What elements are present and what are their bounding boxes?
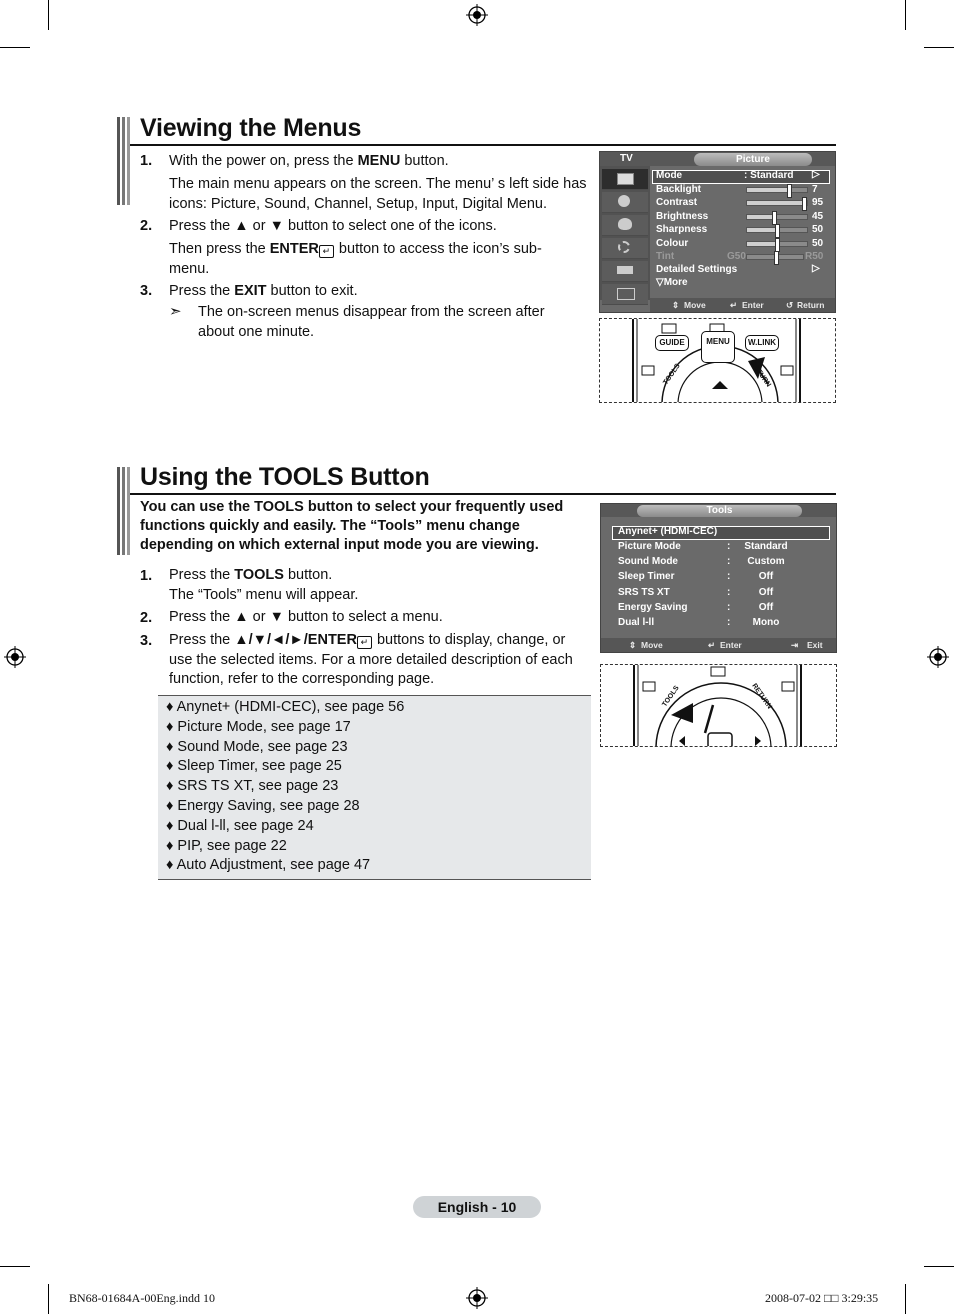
setting-slider[interactable] [746, 200, 808, 206]
tools-item-separator: : [727, 556, 731, 568]
arrow-right-icon: ▷ [812, 263, 820, 274]
crop-mark [48, 0, 49, 30]
mode-value: : Standard [744, 170, 794, 181]
tools-label: TOOLS [662, 362, 682, 387]
tools-label: TOOLS [661, 684, 681, 709]
input-icon[interactable] [602, 261, 648, 282]
setting-slider[interactable] [746, 241, 808, 247]
slider-knob[interactable] [772, 211, 777, 225]
highlight-label: Anynet+ (HDMI-CEC) [618, 526, 718, 537]
digital-menu-icon[interactable] [602, 284, 648, 305]
page-number-badge: English - 10 [413, 1196, 541, 1218]
slider-fill [747, 201, 804, 205]
slider-fill [747, 242, 777, 246]
setting-value: 50 [812, 224, 824, 236]
setting-value: 45 [812, 210, 824, 222]
tools-item-separator: : [727, 617, 731, 628]
tools-item-label: SRS TS XT [618, 586, 670, 598]
crop-mark [0, 47, 30, 48]
tint-label: Tint [656, 251, 675, 262]
move-icon: ⇕ [672, 300, 680, 310]
tv-tab: TV [620, 153, 633, 164]
page-reference-list [158, 695, 591, 880]
setting-value: 95 [812, 197, 824, 209]
tools-item-label: Dual l-ll [618, 617, 655, 628]
screen-footer [650, 298, 835, 312]
screen-footer [601, 638, 836, 652]
crop-mark [48, 1284, 49, 1314]
step-description: The main menu appears on the screen. The menu’ s left side has icons: Picture, Sound, Channel, Setup, Input, Digital Menu. [169, 176, 587, 212]
slider-knob[interactable] [775, 238, 780, 252]
registration-mark-icon [466, 1287, 488, 1309]
step-text: Press the TOOLS button. [169, 567, 333, 583]
picture-menu-screen [599, 151, 836, 313]
list-item: ♦ Sound Mode, see page 23 [166, 738, 348, 755]
tools-item-label: Sleep Timer [618, 571, 675, 583]
footer-enter: Enter [720, 640, 742, 650]
list-item: ♦ Anynet+ (HDMI-CEC), see page 56 [166, 699, 405, 715]
section-rule [130, 144, 836, 146]
crop-mark [0, 1266, 30, 1267]
setting-value: 50 [812, 237, 824, 249]
step-description: The “Tools” menu will appear. [169, 587, 359, 603]
step-description: Then press the ENTER ↵ button to access the icon’s sub-menu. [169, 241, 542, 277]
slider-fill [747, 228, 777, 232]
setting-slider[interactable] [746, 187, 808, 193]
detailed-settings-item[interactable]: Detailed Settings [656, 264, 738, 275]
menu-header: Tools [637, 505, 802, 517]
guide-button[interactable]: GUIDE [655, 335, 689, 351]
tools-item-value: Mono [752, 617, 780, 628]
channel-icon[interactable] [602, 215, 648, 236]
section-intro: You can use the TOOLS button to select your frequently used functions quickly and easily. The “Tools” menu change depending on which external input mode you are viewing. [140, 499, 564, 553]
menu-header: Picture [694, 153, 812, 166]
footer-return: Return [797, 300, 825, 310]
setup-icon[interactable] [602, 238, 648, 259]
remote-body-icon [601, 665, 837, 747]
crop-mark [905, 1284, 906, 1314]
enter-icon: ↵ [708, 640, 716, 650]
step-text: Press the ▲/▼/◄/►/ENTER ↵ buttons to display, change, or use the selected items. For a more detailed description of each function, refer to the corresponding page. [169, 632, 573, 687]
enter-icon: ↵ [357, 636, 372, 649]
section-title: Viewing the Menus [140, 114, 362, 142]
return-label: RETURN [749, 360, 772, 389]
setting-label: Colour [656, 237, 689, 249]
step-text: Press the ▲ or ▼ button to select a menu. [169, 609, 443, 625]
list-item: ♦ Auto Adjustment, see page 47 [166, 857, 371, 874]
section-accent-bar [117, 467, 130, 555]
setting-label: Contrast [656, 197, 698, 209]
file-slug: BN68-01684A-00Eng.indd 10 [69, 1291, 215, 1305]
tint-right-value: R50 [805, 251, 824, 262]
slider-knob[interactable] [775, 224, 780, 238]
tint-left-value: G50 [727, 251, 746, 262]
wlink-button[interactable]: W.LINK [745, 335, 779, 351]
setting-value: 7 [812, 184, 818, 195]
list-item: ♦ Energy Saving, see page 28 [166, 797, 360, 814]
note-arrow-icon: ➣ [169, 303, 182, 320]
setting-slider[interactable] [746, 214, 808, 220]
list-item: ♦ SRS TS XT, see page 23 [166, 778, 339, 795]
step-number: 3. [140, 633, 153, 649]
enter-icon: ↵ [319, 245, 334, 258]
return-icon: ↺ [786, 300, 794, 310]
sound-icon[interactable] [602, 192, 648, 213]
tools-item-value: Off [758, 601, 774, 613]
mode-label: Mode [656, 170, 683, 181]
return-label: RETURN [750, 682, 773, 711]
step-number: 2. [140, 610, 153, 626]
step-number: 1. [140, 568, 153, 584]
tools-item-separator: : [727, 571, 731, 583]
list-item: ♦ PIP, see page 22 [166, 837, 287, 854]
setting-label: Backlight [656, 184, 702, 195]
list-item: ♦ Sleep Timer, see page 25 [166, 758, 342, 775]
setting-label: Brightness [656, 210, 709, 222]
registration-mark-icon [4, 646, 26, 668]
picture-icon[interactable] [602, 169, 648, 190]
crop-mark [905, 0, 906, 30]
tools-item-label: Picture Mode [618, 541, 681, 552]
footer-move: Move [684, 300, 706, 310]
tools-item-value: Custom [747, 556, 785, 568]
section-title: Using the TOOLS Button [140, 463, 430, 491]
slider-fill [747, 215, 774, 219]
tint-slider[interactable] [746, 254, 804, 260]
more-item[interactable]: ▽More [656, 277, 688, 288]
tools-item-label: Energy Saving [618, 601, 688, 613]
enter-icon: ↵ [730, 300, 738, 310]
tools-menu-screen [600, 503, 837, 653]
step-text: Press the ▲ or ▼ button to select one of the icons. [169, 218, 497, 234]
remote-illustration [600, 664, 837, 747]
date-slug: 2008-07-02 □□ 3:29:35 [765, 1291, 879, 1305]
registration-mark-icon [466, 4, 488, 26]
step-note: The on-screen menus disappear from the screen after about one minute. [198, 304, 545, 340]
arrow-right-icon: ▷ [812, 169, 820, 180]
slider-knob[interactable] [802, 197, 807, 211]
crop-mark [924, 47, 954, 48]
tools-item-separator: : [727, 601, 731, 613]
step-text: With the power on, press the MENU button. [169, 153, 449, 169]
step-number: 2. [140, 218, 153, 234]
tools-item-value: Off [758, 586, 774, 598]
move-icon: ⇕ [629, 640, 637, 650]
remote-illustration [599, 318, 836, 403]
menu-button[interactable]: MENU [701, 331, 735, 363]
slider-fill [747, 188, 789, 192]
step-number: 1. [140, 153, 153, 169]
crop-mark [924, 1266, 954, 1267]
slider-knob[interactable] [787, 184, 792, 198]
tools-item-label: Sound Mode [618, 556, 678, 568]
list-item: ♦ Dual l-ll, see page 24 [166, 817, 314, 834]
setting-label: Sharpness [656, 224, 708, 236]
footer-enter: Enter [742, 300, 764, 310]
tools-item-value: Standard [744, 541, 788, 552]
step-text: Press the EXIT button to exit. [169, 283, 358, 299]
setting-slider[interactable] [746, 227, 808, 233]
tools-item-separator: : [727, 541, 731, 552]
footer-exit: Exit [807, 640, 823, 650]
tools-item-separator: : [727, 586, 731, 598]
exit-icon: ⇥ [791, 640, 799, 650]
tools-item-value: Off [758, 571, 774, 583]
section-accent-bar [117, 117, 130, 205]
list-item: ♦ Picture Mode, see page 17 [166, 718, 351, 735]
registration-mark-icon [927, 646, 949, 668]
footer-move: Move [641, 640, 663, 650]
section-rule [130, 493, 836, 495]
step-number: 3. [140, 283, 153, 299]
